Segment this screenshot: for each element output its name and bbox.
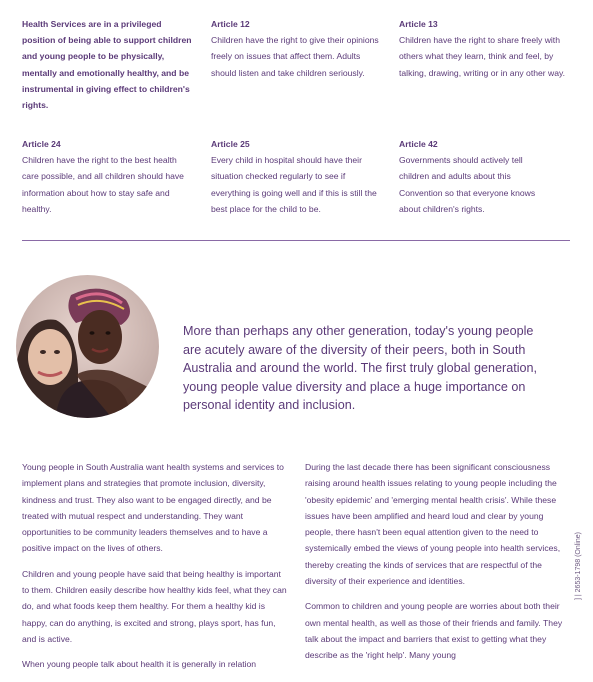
section-divider — [22, 240, 570, 241]
article-text: Governments should actively tell children and adults about this Convention so that everyone knows about children's rights. — [399, 155, 536, 214]
portrait-illustration — [16, 275, 159, 418]
article-12 — [211, 16, 383, 81]
article-title: Article 25 — [211, 139, 250, 149]
article-title: Article 12 — [211, 19, 250, 29]
article-42 — [399, 136, 549, 217]
paragraph: Common to children and young people are worries about both their own mental health, as well as those of their friends and family. They talk about the impact and barriers that exist to getting what they describe as the 'right help'. Many young — [305, 601, 563, 661]
article-25 — [211, 136, 383, 217]
paragraph: Young people in South Australia want health systems and services to implement plans and strategies that promote inclusion, diversity, kindness and trust. They also want to be engaged directly, and be treated with mutual respect and understanding. They want opportunities to be community leaders themselves and to have a positive impact on the lives of others. — [22, 462, 284, 554]
paragraph: During the last decade there has been significant consciousness raising around health issues relating to young people including the 'obesity epidemic' and 'emerging mental health crisis'. While these issues have been amplified and heard loud and clear by young people, there hasn't been equal attention given to the need to systemically embed the views of young people into health services, thereby creating the kinds of services that are respectful of the diversity of their experience and identities. — [305, 462, 561, 587]
body-column-left — [22, 459, 290, 682]
article-text: Children have the right to give their opinions freely on issues that affect them. Adults should listen and take children seriously. — [211, 35, 379, 78]
article-title: Article 13 — [399, 19, 438, 29]
pull-quote: More than perhaps any other generation, today's young people are acutely aware of the diversity of their peers, both in South Australia and around the world. The first truly global generation, young people value diversity and place a huge importance on personal identity and inclusion. — [183, 324, 537, 412]
article-13 — [399, 16, 569, 81]
article-text: Every child in hospital should have their situation checked regularly to see if everything is going well and if this is still the best place for the child to be. — [211, 155, 377, 214]
article-title: Article 42 — [399, 139, 438, 149]
article-text: Children have the right to the best health care possible, and all children should have information about how to stay safe and healthy. — [22, 155, 184, 214]
young-people-photo — [16, 275, 159, 418]
body-column-right — [305, 459, 567, 673]
intro-text: Health Services are in a privileged position of being able to support children and young people to be physically, mentally and emotionally healthy, and be instrumental in giving effect to children's rights. — [22, 19, 192, 111]
article-24 — [22, 136, 187, 217]
article-title: Article 24 — [22, 139, 61, 149]
paragraph: When young people talk about health it is generally in relation — [22, 659, 257, 670]
paragraph: Children and young people have said that being healthy is important to them. Children easily describe how healthy kids feel, what they can do, and what foods keep them healthy. For them a healthy kid is happy, can do anything, is excited and strong, plays sport, has fun, and is active. — [22, 568, 287, 644]
issn-code: ] | 2653-1798 (Online) — [575, 532, 582, 600]
intro-statement — [22, 16, 194, 113]
article-text: Children have the right to share freely with others what they learn, think and feel, by talking, drawing, writing or in any other way. — [399, 35, 566, 78]
